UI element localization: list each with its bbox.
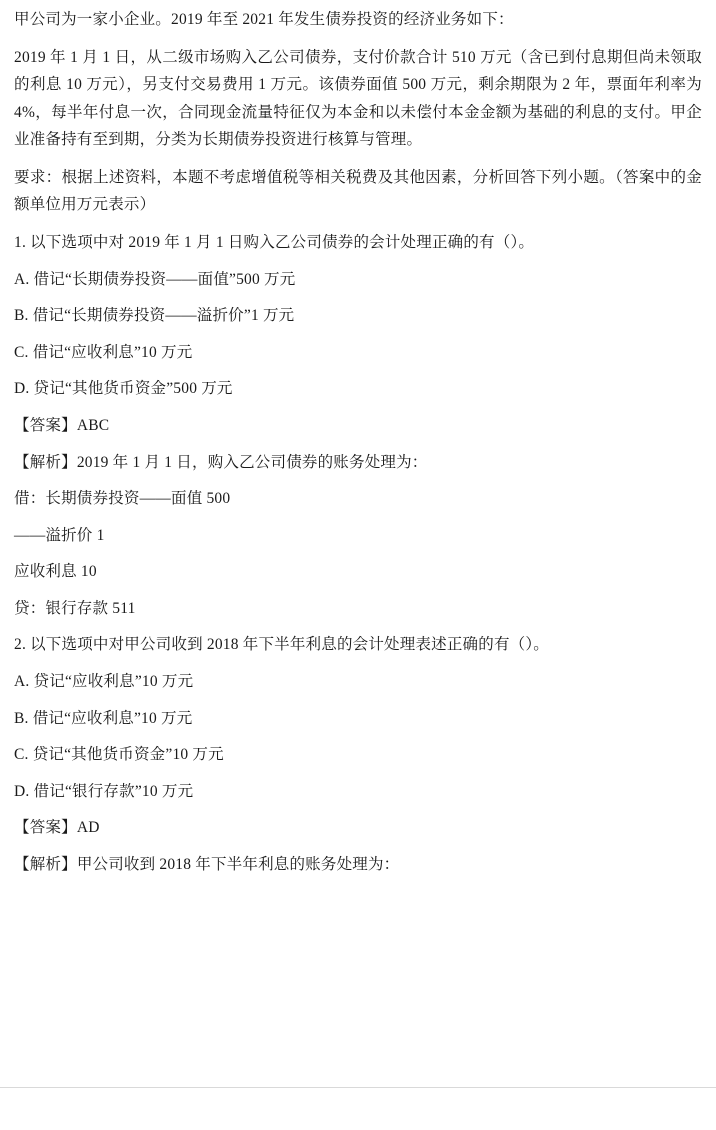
question-1-entry-1: 借：长期债券投资——面值 500 xyxy=(14,490,231,508)
question-2-option-c: C. 贷记“其他货币资金”10 万元 xyxy=(14,746,224,764)
question-1-option-c: C. 借记“应收利息”10 万元 xyxy=(14,343,193,361)
question-1-option-d: D. 贷记“其他货币资金”500 万元 xyxy=(14,380,233,398)
question-1-entry-2: ——溢折价 1 xyxy=(14,526,105,544)
question-2-stem: 2. 以下选项中对甲公司收到 2018 年下半年利息的会计处理表述正确的有（）。 xyxy=(14,636,550,654)
scenario-paragraph: 2019 年 1 月 1 日，从二级市场购入乙公司债券，支付价款合计 510 万元（含已到付息期但尚未领取的利息 10 万元），另支付交易费用 1 万元。该债券面值 500 万元，剩余期限为 2 年，票面年利率为 4%，每半年付息一次，合同现金流量特征仅为本金和以未偿付本金金额为基础的利息的支付。甲企业准备持有至到期，分类为长期债券投资进行核算与管理。 xyxy=(14,48,702,149)
question-1-answer xyxy=(14,412,702,440)
question-2-option-d: D. 借记“银行存款”10 万元 xyxy=(14,782,194,800)
question-1-analysis-text: 2019 年 1 月 1 日，购入乙公司债券的账务处理为： xyxy=(76,453,428,471)
question-2-answer xyxy=(14,814,702,842)
requirement-paragraph: 要求：根据上述资料，本题不考虑增值税等相关税费及其他因素，分析回答下列小题。（答案中的金额单位用万元表示） xyxy=(14,168,702,214)
question-2-analysis-label: 【解析】 xyxy=(14,855,77,873)
question-1-answer-label: 【答案】 xyxy=(14,416,77,434)
question-2-option-a: A. 贷记“应收利息”10 万元 xyxy=(14,672,194,690)
question-1-stem: 1. 以下选项中对 2019 年 1 月 1 日购入乙公司债券的会计处理正确的有（）。 xyxy=(14,234,535,252)
question-2-answer-value: AD xyxy=(76,819,100,837)
page-footer xyxy=(0,1088,716,1130)
question-2-analysis xyxy=(14,851,702,879)
question-1-option-b: B. 借记“长期债券投资——溢折价”1 万元 xyxy=(14,307,295,325)
question-2-option-b: B. 借记“应收利息”10 万元 xyxy=(14,709,193,727)
question-1-analysis-label: 【解析】 xyxy=(14,453,77,471)
question-2-analysis-text: 甲公司收到 2018 年下半年利息的账务处理为： xyxy=(76,855,400,873)
question-2-answer-label: 【答案】 xyxy=(14,819,77,837)
question-1-entry-4: 贷：银行存款 511 xyxy=(14,599,136,617)
question-1-analysis xyxy=(14,449,702,477)
question-1-option-a: A. 借记“长期债券投资——面值”500 万元 xyxy=(14,270,296,288)
question-1-entry-3: 应收利息 10 xyxy=(14,563,97,581)
intro-paragraph: 甲公司为一家小企业。2019 年至 2021 年发生债券投资的经济业务如下： xyxy=(14,11,514,28)
question-1-answer-value: ABC xyxy=(76,416,110,434)
